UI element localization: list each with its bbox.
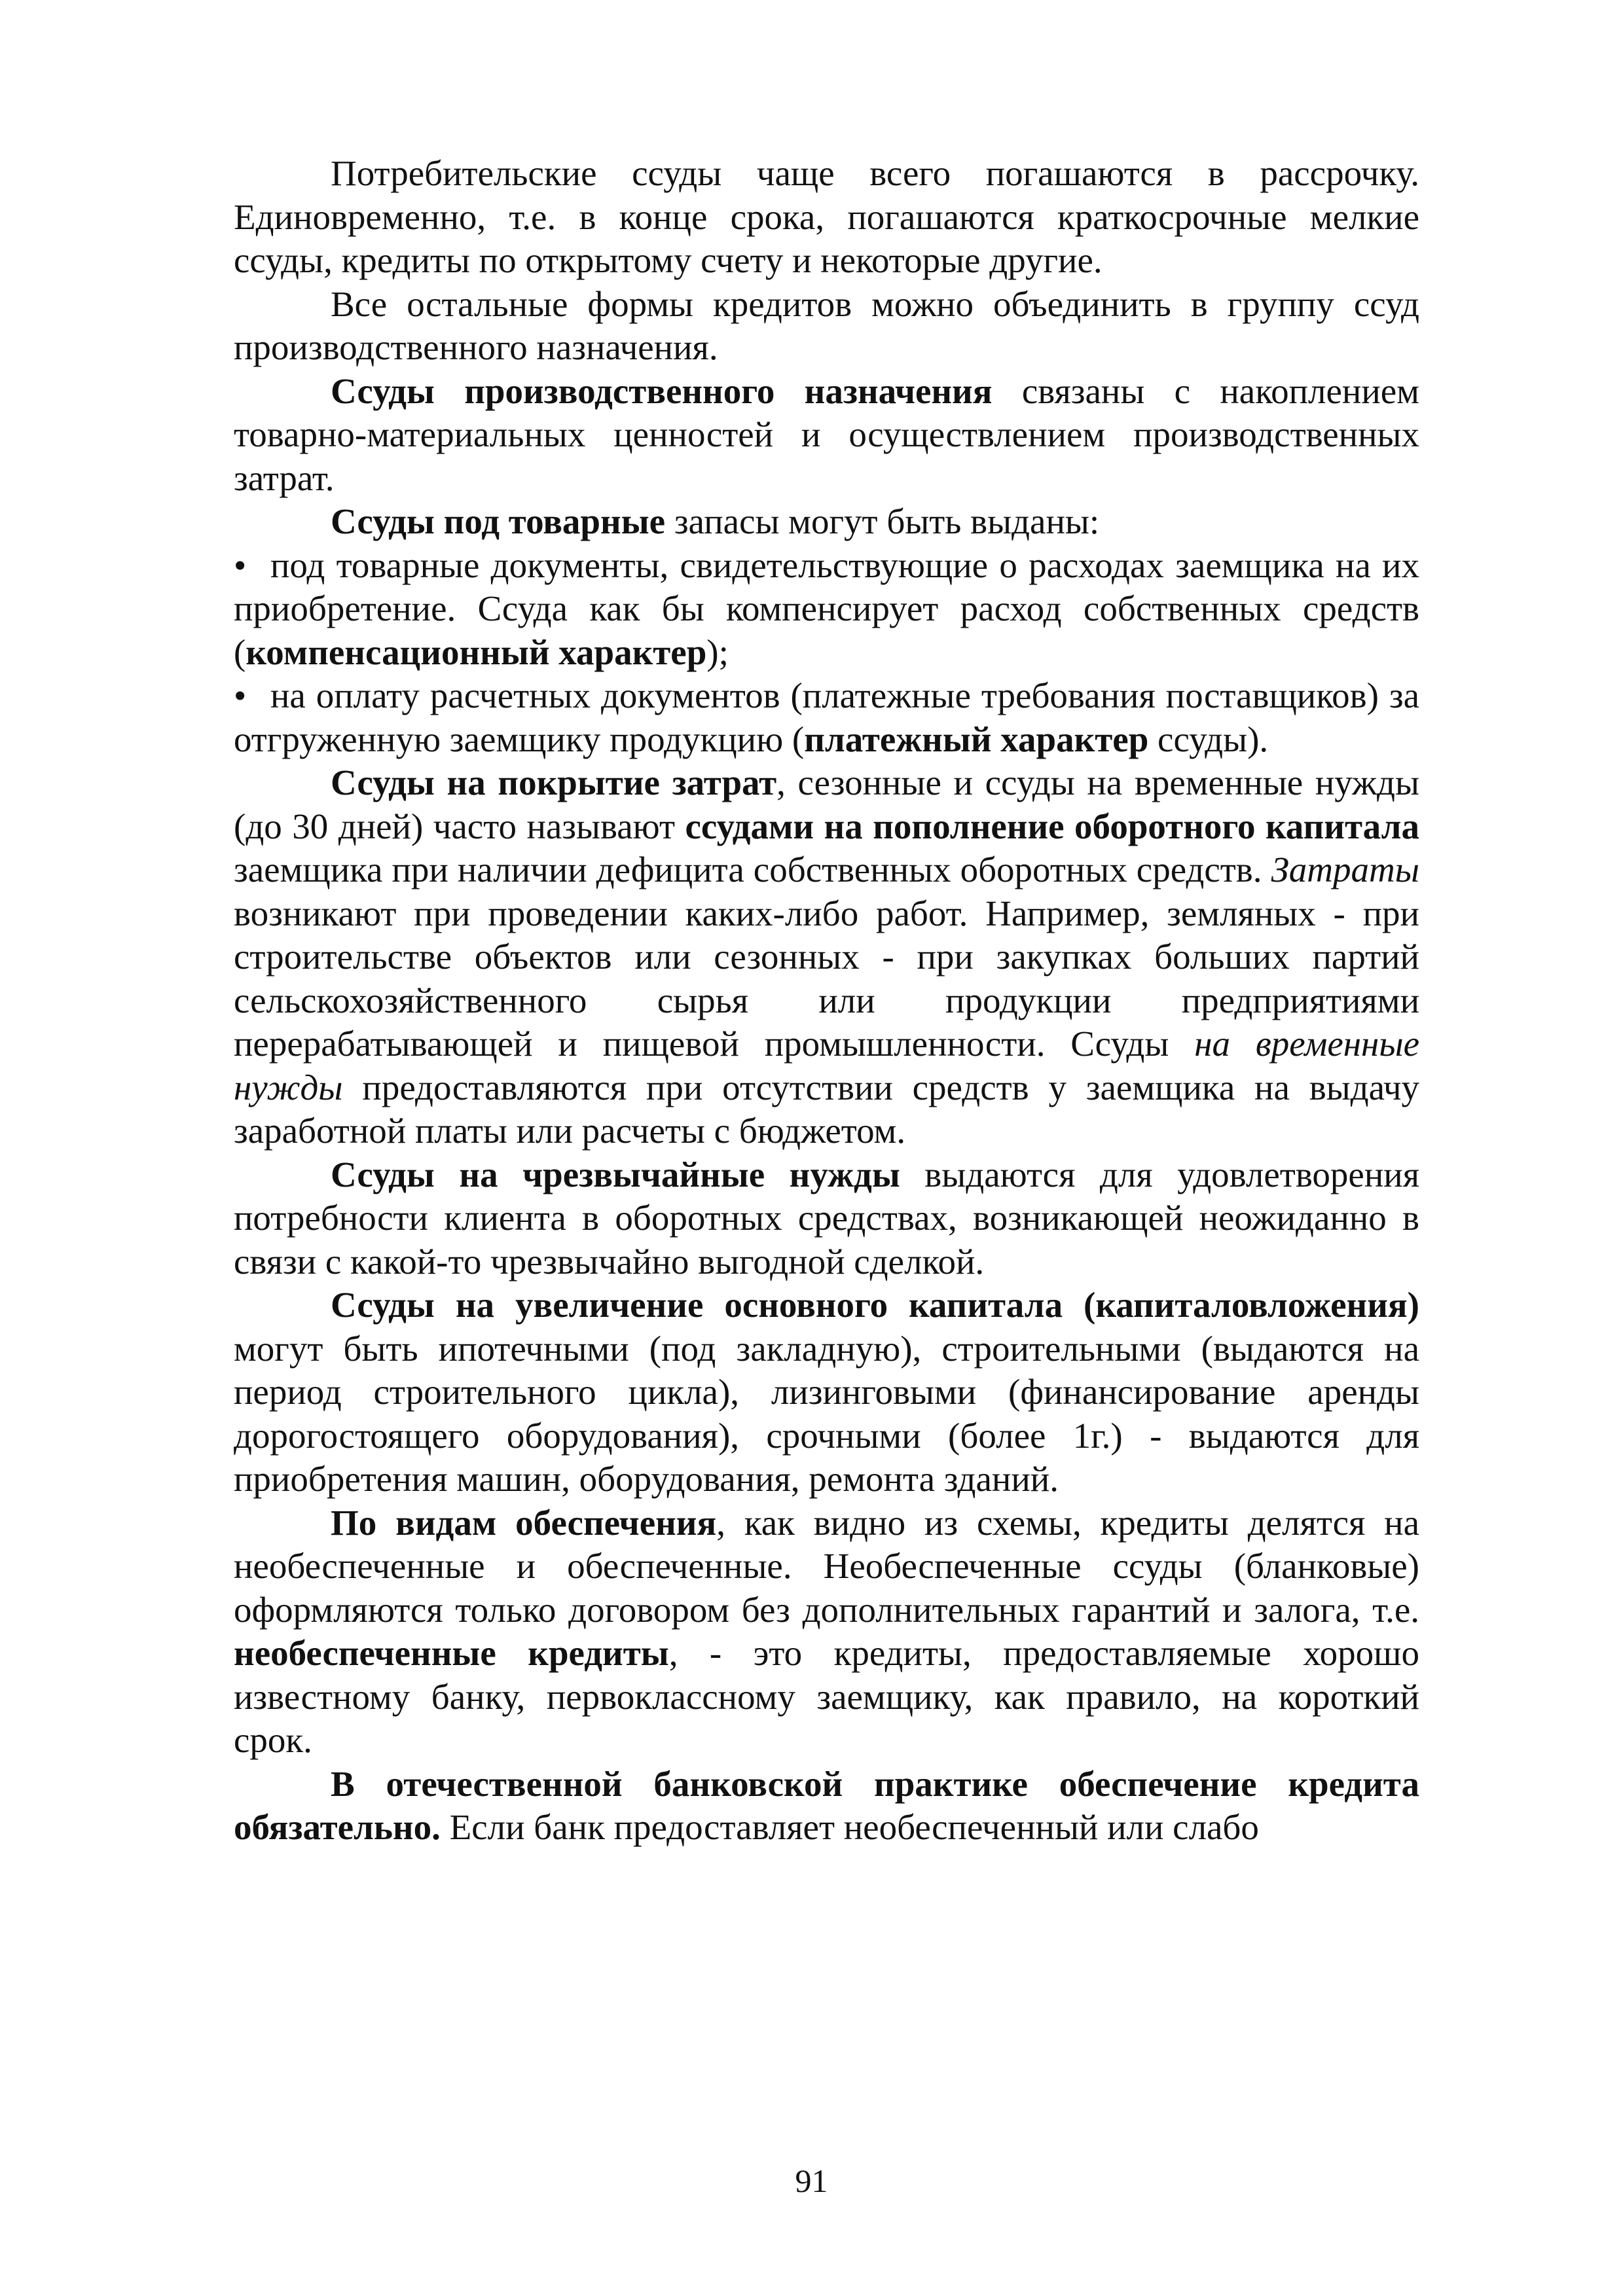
paragraph	[234, 1501, 1419, 1763]
paragraph-text: запасы могут быть выданы:	[665, 501, 1100, 541]
term-bold: ссудами на пополнение оборотного капитала	[685, 806, 1419, 846]
paragraph-text: );	[706, 632, 729, 672]
term-bold: По видам обеспечения	[331, 1502, 717, 1543]
paragraph-text: возникают при проведении каких-либо работ. Например, земляных - при строительстве объектов или сезонных - при закупках больших партий сельскохозяйственного сырья или продукции предприятиями перерабатывающей и пищевой промышленности. Ссуды	[234, 893, 1419, 1064]
paragraph-text: Если банк предоставляет необеспеченный или слабо	[440, 1807, 1259, 1847]
paragraph-text: на оплату расчетных документов (платежные требования поставщиков) за отгруженную заемщику продукцию (	[234, 675, 1419, 759]
paragraph-text: ссуды).	[1148, 719, 1269, 759]
paragraph-text: , сезонные и ссуды на временные нужды (до 30 дней) часто называют	[234, 762, 1419, 846]
term-bold: Ссуды производственного назначения	[331, 370, 993, 411]
paragraph-text: заемщика при наличии дефицита собственных оборотных средств.	[234, 850, 1271, 889]
paragraph	[234, 1153, 1419, 1284]
bullet-icon: •	[234, 675, 247, 715]
term-bold: Ссуды на увеличение основного капитала (капиталовложения)	[331, 1285, 1419, 1325]
paragraph-text: связаны с накоплением товарно-материальных ценностей и осуществлением производственных затрат.	[234, 370, 1419, 498]
term-bold: платежный характер	[804, 719, 1149, 759]
page-body	[234, 152, 1419, 1850]
paragraph-text: Все остальные формы кредитов можно объединить в группу ссуд производственного назначения.	[234, 283, 1419, 367]
term-bold: В отечественной банковской практике обеспечение кредита обязательно.	[234, 1763, 1419, 1847]
paragraph-text: Потребительские ссуды чаще всего погашаются в рассрочку. Единовременно, т.е. в конце срока, погашаются краткосрочные мелкие ссуды, кредиты по открытому счету и некоторые другие.	[234, 153, 1419, 280]
paragraph-text: могут быть ипотечными (под закладную), строительными (выдаются на период строительного цикла), лизинговыми (финансирование аренды дорогостоящего оборудования), срочными (более 1г.) - выдаются для приобретения машин, оборудования, ремонта зданий.	[234, 1328, 1419, 1499]
paragraph-text: , - это кредиты, предоставляемые хорошо известному банку, первоклассному заемщику, как правило, на короткий срок.	[234, 1633, 1419, 1760]
term-bold: Ссуды на чрезвычайные нужды	[331, 1154, 900, 1194]
paragraph-text: , как видно из схемы, кредиты делятся на необеспеченные и обеспеченные. Необеспеченные ссуды (бланковые) оформляются только договором без дополнительных гарантий и залога, т.е.	[234, 1502, 1419, 1630]
bullet-item	[234, 544, 1419, 675]
paragraph	[234, 500, 1419, 544]
paragraph-text: под товарные документы, свидетельствующие о расходах заемщика на их приобретение. Ссуда как бы компенсирует расход собственных средств (	[234, 545, 1419, 672]
paragraph	[234, 152, 1419, 283]
page-number: 91	[795, 2162, 828, 2199]
term-bold: Ссуды под товарные	[331, 501, 666, 541]
bullet-item	[234, 674, 1419, 761]
term-italic: на временные нужды	[234, 1024, 1419, 1107]
paragraph	[234, 370, 1419, 501]
term-bold: необеспеченные кредиты	[234, 1633, 669, 1673]
term-italic: Затраты	[1271, 850, 1419, 889]
paragraph	[234, 1763, 1419, 1850]
paragraph-text: выдаются для удовлетворения потребности клиента в оборотных средствах, возникающей неожиданно в связи с какой-то чрезвычайно выгодной сделкой.	[234, 1154, 1419, 1282]
paragraph	[234, 761, 1419, 1153]
paragraph-text: предоставляются при отсутствии средств у заемщика на выдачу заработной платы или расчеты с бюджетом.	[234, 1067, 1419, 1151]
term-bold: Ссуды на покрытие затрат	[331, 762, 777, 802]
paragraph	[234, 1283, 1419, 1501]
term-bold: компенсационный характер	[246, 632, 707, 672]
paragraph	[234, 283, 1419, 370]
bullet-icon: •	[234, 545, 247, 585]
